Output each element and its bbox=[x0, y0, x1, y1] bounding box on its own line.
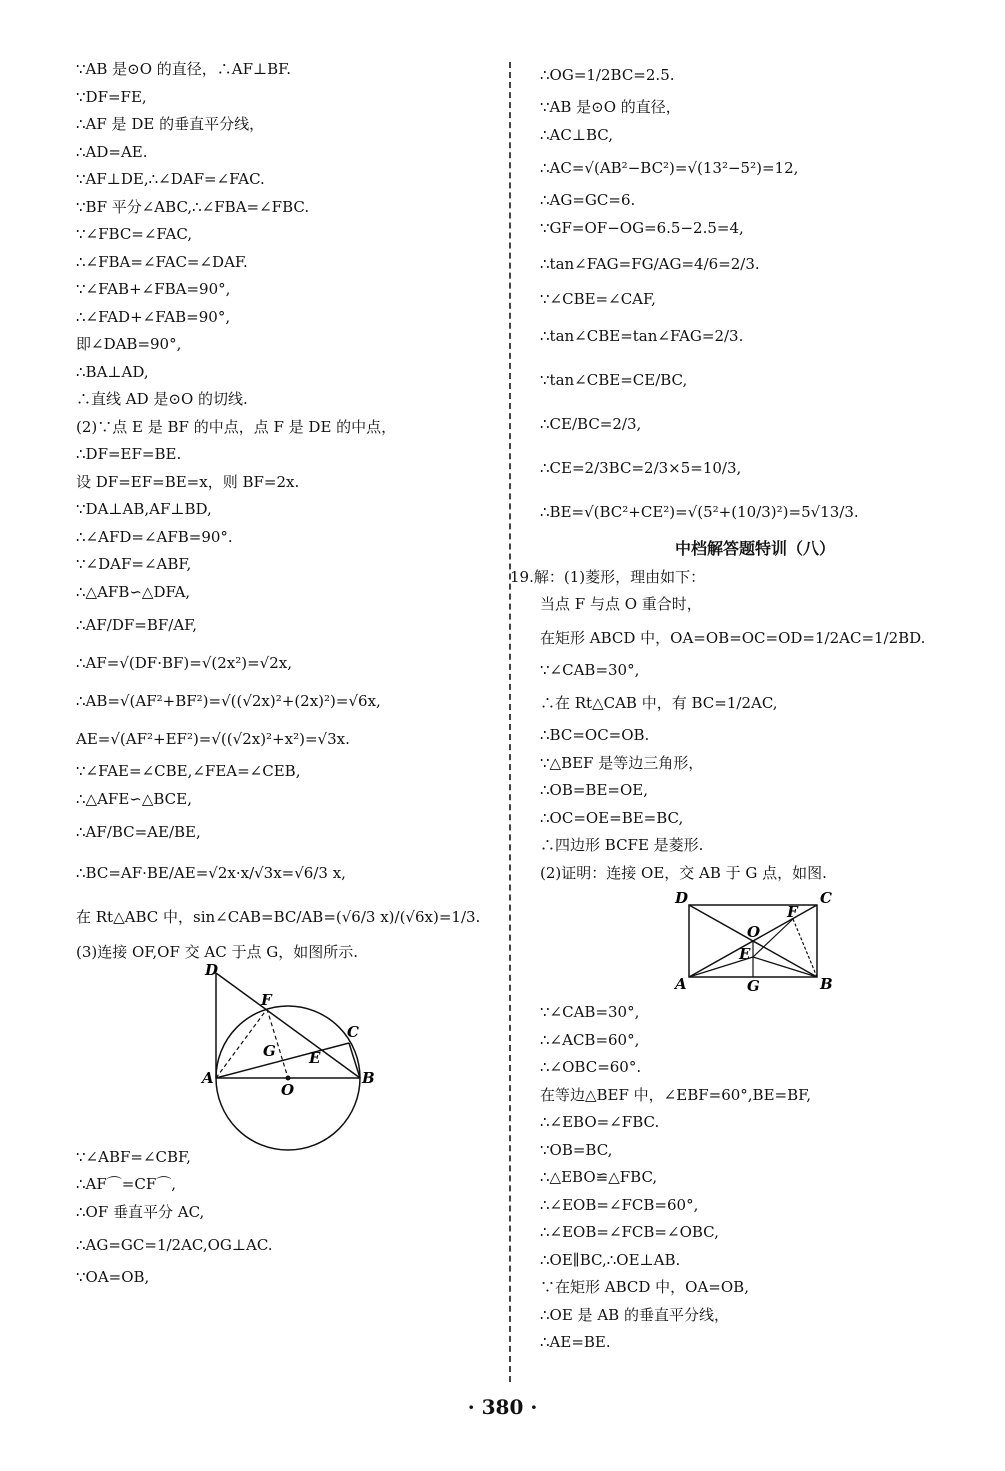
text-line: ∵∠FAB+∠FBA=90°, bbox=[76, 280, 231, 298]
text-line: ∴∠EOB=∠FCB=60°, bbox=[540, 1195, 699, 1214]
text-line: ∴∠EBO=∠FBC. bbox=[540, 1113, 660, 1131]
text-line: ∵OB=BC, bbox=[540, 1140, 613, 1159]
text-line: ∴△EBO≌△FBC, bbox=[540, 1168, 658, 1186]
formula-line: ∴CE/BC=2/3, bbox=[540, 414, 642, 433]
text-line: ∴AF 是 DE 的垂直平分线， bbox=[76, 115, 265, 133]
text-line: 设 DF=EF=BE=x，则 BF=2x. bbox=[76, 472, 300, 491]
text-line: ∵∠FAE=∠CBE,∠FEA=∠CEB, bbox=[76, 762, 301, 780]
label-G: G bbox=[263, 1041, 276, 1060]
text-line: ∵∠DAF=∠ABF, bbox=[76, 555, 192, 573]
text-line: ∴BC=OC=OB. bbox=[540, 726, 650, 744]
text-line: ∵AF⊥DE,∴∠DAF=∠FAC. bbox=[76, 170, 265, 188]
text-line: 当点 F 与点 O 重合时， bbox=[540, 595, 702, 613]
text-line: ∵∠ABF=∠CBF, bbox=[76, 1147, 191, 1166]
label-C: C bbox=[347, 1022, 359, 1041]
circle-diagram bbox=[201, 960, 381, 1136]
label-B: B bbox=[820, 975, 833, 993]
formula-line: ∵tan∠CBE=CE/BC, bbox=[540, 370, 688, 389]
text-line: ∵∠FBC=∠FAC, bbox=[76, 225, 193, 243]
circle-figure bbox=[76, 960, 496, 1140]
text-line: ∵AB 是⊙O 的直径，∴AF⊥BF. bbox=[76, 60, 292, 78]
formula-line: ∴tan∠FAG=FG/AG=4/6=2/3. bbox=[540, 255, 760, 273]
text-line: ∵BF 平分∠ABC,∴∠FBA=∠FBC. bbox=[76, 197, 310, 216]
label-A: A bbox=[202, 1068, 214, 1087]
text-line: ∵∠CAB=30°, bbox=[540, 660, 640, 679]
formula-line: ∴BE=√(BC²+CE²)=√(5²+(10/3)²)=5√13/3. bbox=[540, 502, 859, 521]
text-line: ∵在矩形 ABCD 中，OA=OB, bbox=[540, 1278, 749, 1296]
text-line: ∵DF=FE, bbox=[76, 87, 147, 106]
text-line: ∵AB 是⊙O 的直径， bbox=[540, 98, 681, 116]
left-column bbox=[76, 56, 496, 1292]
label-B: B bbox=[362, 1068, 375, 1087]
rectangle-figure bbox=[540, 891, 970, 995]
text-line: ∵GF=OF−OG=6.5−2.5=4, bbox=[540, 218, 744, 237]
text-line: ∵DA⊥AB,AF⊥BD, bbox=[76, 500, 212, 518]
formula-line: ∴AF/BC=AE/BE, bbox=[76, 823, 201, 841]
text-line: ∴∠OBC=60°. bbox=[540, 1058, 642, 1076]
text-line: ∴OF 垂直平分 AC, bbox=[76, 1202, 205, 1221]
text-line: ∴∠AFD=∠AFB=90°. bbox=[76, 527, 233, 546]
text-line: 在等边△BEF 中，∠EBF=60°,BE=BF, bbox=[540, 1085, 811, 1104]
formula-line: AE=√(AF²+EF²)=√((√2x)²+x²)=√3x. bbox=[76, 730, 350, 748]
formula-line: ∴tan∠CBE=tan∠FAG=2/3. bbox=[540, 326, 744, 345]
formula-line: 在 Rt△ABC 中，sin∠CAB=BC/AB=(√6/3 x)/(√6x)=1/3. bbox=[76, 908, 481, 926]
text-line: ∴OE∥BC,∴OE⊥AB. bbox=[540, 1250, 681, 1269]
label-E: E bbox=[739, 945, 751, 963]
text-line: ∴∠ACB=60°, bbox=[540, 1030, 640, 1049]
text-line: ∴AC⊥BC, bbox=[540, 125, 613, 144]
text-line: ∴AE=BE. bbox=[540, 1333, 611, 1351]
label-D: D bbox=[205, 960, 219, 979]
formula-line: ∴AF/DF=BF/AF, bbox=[76, 616, 197, 634]
formula-line: ∴BC=AF·BE/AE=√2x·x/√3x=√6/3 x, bbox=[76, 864, 346, 882]
formula-line: ∴AG=GC=1/2AC,OG⊥AC. bbox=[76, 1236, 273, 1254]
text-line: ∴OB=BE=OE, bbox=[540, 781, 648, 799]
text-line: ∴DF=EF=BE. bbox=[76, 445, 182, 463]
formula-line: 在矩形 ABCD 中，OA=OB=OC=OD=1/2AC=1/2BD. bbox=[540, 628, 926, 647]
label-C: C bbox=[820, 889, 832, 907]
text-line: ∵△BEF 是等边三角形， bbox=[540, 753, 704, 772]
formula-line: ∴CE=2/3BC=2/3×5=10/3, bbox=[540, 458, 742, 477]
formula-line: ∴AC=√(AB²−BC²)=√(13²−5²)=12, bbox=[540, 159, 799, 177]
formula-line: ∴OG=1/2BC=2.5. bbox=[540, 66, 675, 84]
label-G: G bbox=[747, 977, 760, 995]
text-line: ∴AD=AE. bbox=[76, 142, 148, 161]
text-line: ∴△AFB∽△DFA, bbox=[76, 582, 191, 601]
text-line: 19.解：(1)菱形，理由如下： bbox=[510, 567, 706, 586]
text-line: ∴四边形 BCFE 是菱形. bbox=[540, 836, 704, 854]
text-line: (2)∵点 E 是 BF 的中点，点 F 是 DE 的中点， bbox=[76, 417, 397, 436]
formula-line: ∴AB=√(AF²+BF²)=√((√2x)²+(2x)²)=√6x, bbox=[76, 692, 381, 710]
text-line: (3)连接 OF,OF 交 AC 于点 G，如图所示. bbox=[76, 943, 358, 961]
section-title: 中档解答题特训（八） bbox=[674, 538, 835, 558]
label-O: O bbox=[747, 923, 761, 941]
text-line: (2)证明：连接 OE，交 AB 于 G 点，如图. bbox=[540, 863, 827, 882]
label-D: D bbox=[675, 889, 689, 907]
text-line: ∴AG=GC=6. bbox=[540, 191, 636, 209]
text-line: ∴OE 是 AB 的垂直平分线， bbox=[540, 1305, 729, 1324]
text-line: ∵∠CBE=∠CAF, bbox=[540, 290, 656, 308]
text-line: ∴OC=OE=BE=BC, bbox=[540, 808, 684, 827]
rectangle-diagram bbox=[675, 889, 835, 995]
text-line: ∴∠FAD+∠FAB=90°, bbox=[76, 307, 231, 326]
label-F: F bbox=[787, 903, 798, 921]
formula-line: ∴在 Rt△CAB 中，有 BC=1/2AC, bbox=[540, 694, 778, 712]
text-line: ∴AF⌒=CF⌒, bbox=[76, 1175, 177, 1193]
text-line: ∴∠EOB=∠FCB=∠OBC, bbox=[540, 1223, 719, 1241]
label-O: O bbox=[281, 1080, 295, 1099]
label-E: E bbox=[309, 1048, 321, 1067]
page-number: · 380 · bbox=[467, 1395, 538, 1419]
text-line: 即∠DAB=90°, bbox=[76, 335, 182, 353]
text-line: ∵∠CAB=30°, bbox=[540, 1003, 640, 1021]
label-F: F bbox=[261, 990, 272, 1009]
column-divider bbox=[509, 62, 511, 1382]
formula-line: ∴AF=√(DF·BF)=√(2x²)=√2x, bbox=[76, 654, 292, 672]
text-line: ∵OA=OB, bbox=[76, 1268, 150, 1286]
text-line: ∴∠FBA=∠FAC=∠DAF. bbox=[76, 252, 248, 271]
text-line: ∴直线 AD 是⊙O 的切线. bbox=[76, 390, 248, 408]
label-A: A bbox=[675, 975, 687, 993]
text-line: ∴BA⊥AD, bbox=[76, 362, 149, 381]
right-column bbox=[510, 56, 970, 1357]
text-line: ∴△AFE∽△BCE, bbox=[76, 789, 192, 808]
